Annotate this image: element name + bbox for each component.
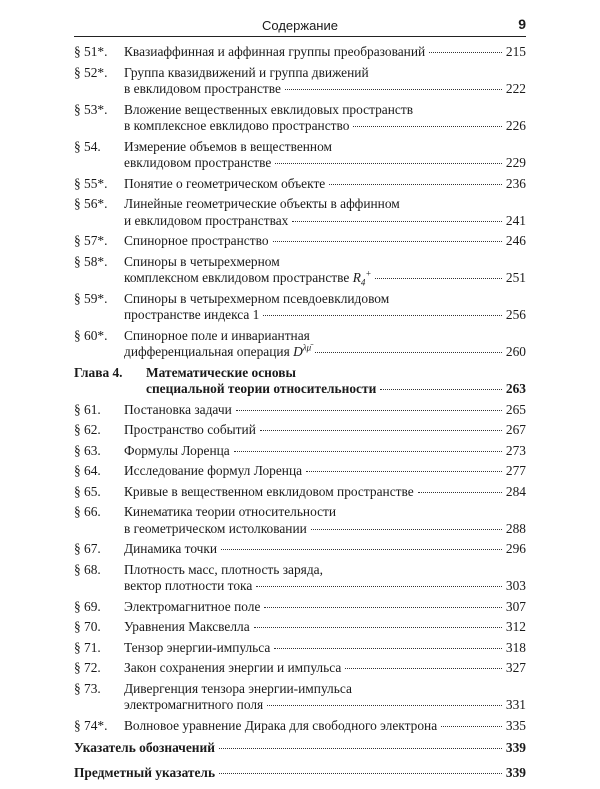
toc-entry — [74, 254, 526, 287]
back-matter-title: Предметный указатель — [74, 764, 216, 780]
dot-leader — [219, 773, 502, 774]
entry-body — [124, 102, 526, 135]
page-number: 9 — [518, 16, 526, 32]
entry-title-line: Кинематика теории относительности — [124, 504, 337, 519]
entry-last-line — [124, 521, 526, 538]
toc-entry — [74, 541, 526, 558]
page-ref: 256 — [505, 307, 526, 322]
dot-leader — [260, 430, 502, 431]
toc-entry — [74, 233, 526, 250]
back-matter-entry — [74, 740, 526, 757]
toc-entry — [74, 562, 526, 595]
dot-leader — [311, 529, 502, 530]
entry-last-line — [124, 599, 526, 616]
toc-entry — [74, 619, 526, 636]
entry-title-line: Пространство событий — [124, 422, 256, 437]
chapter-last-line — [146, 381, 526, 398]
dot-leader — [219, 748, 502, 749]
chapter-number: Глава 4. — [74, 364, 123, 380]
entry-title-line: электромагнитного поля — [124, 697, 264, 712]
dot-leader — [285, 89, 502, 90]
entry-text: дифференциальная операция — [124, 344, 290, 359]
page-ref: 288 — [505, 520, 526, 536]
dot-leader — [429, 52, 502, 53]
toc-entry — [74, 599, 526, 616]
entry-title-line: в геометрическом истолковании — [124, 520, 307, 536]
entry-title-line: Группа квазидвижений и группа движений — [124, 64, 369, 80]
page-ref: 277 — [505, 463, 526, 478]
dot-leader — [275, 163, 502, 164]
chapter-title-line: Математические основы — [146, 364, 296, 380]
entry-body — [124, 619, 526, 636]
page-ref: 265 — [505, 401, 526, 417]
dot-leader — [267, 705, 502, 706]
chapter-body — [146, 365, 526, 398]
section-number: § 60*. — [74, 327, 108, 343]
entry-title-line: в комплексное евклидово пространство — [124, 118, 350, 133]
dot-leader — [418, 492, 502, 493]
math-subscript: 4 — [360, 277, 366, 288]
entry-last-line — [124, 443, 526, 460]
entry-last-line — [124, 155, 526, 172]
page-ref: 327 — [505, 660, 526, 675]
entry-last-line — [124, 640, 526, 657]
toc-entry — [74, 102, 526, 135]
chapter-heading — [74, 365, 526, 398]
entry-body — [124, 254, 526, 287]
page-ref: 263 — [505, 381, 526, 396]
header-title: Содержание — [262, 18, 338, 33]
toc-entry — [74, 504, 526, 537]
toc-entry — [74, 291, 526, 324]
page-ref: 251 — [505, 270, 526, 285]
entry-body — [124, 196, 526, 229]
entry-last-line — [124, 578, 526, 595]
dot-leader — [292, 221, 502, 222]
section-number: § 66. — [74, 504, 101, 519]
page-ref: 303 — [505, 578, 526, 593]
entry-body — [124, 660, 526, 677]
entry-body — [124, 541, 526, 558]
entry-title-line: Измерение объемов в вещественном — [124, 138, 333, 154]
entry-title-line: Динамика точки — [124, 541, 218, 556]
math-superscript: λμ̄ — [302, 342, 312, 353]
page-ref: 296 — [505, 541, 526, 556]
entry-title-line: Исследование формул Лоренца — [124, 463, 303, 478]
chapter-title-line: специальной теории относительности — [146, 381, 377, 396]
section-number: § 62. — [74, 422, 101, 437]
entry-title-line — [124, 270, 371, 287]
back-matter-entry — [74, 765, 526, 782]
section-number: § 64. — [74, 463, 101, 478]
entry-body — [124, 463, 526, 480]
entry-title-line: Спинорное поле и инвариантная — [124, 327, 310, 343]
math-base: R — [352, 270, 361, 285]
dot-leader — [441, 726, 502, 727]
entry-body — [124, 681, 526, 714]
page-ref: 312 — [505, 619, 526, 634]
section-number: § 73. — [74, 680, 101, 696]
page-ref: 229 — [505, 155, 526, 170]
section-number: § 58*. — [74, 253, 108, 269]
entry-title-line: Вложение вещественных евклидовых пространств — [124, 101, 414, 117]
entry-title-line: вектор плотности тока — [124, 578, 253, 593]
toc-entry — [74, 660, 526, 677]
entry-title-line: в евклидовом пространстве — [124, 81, 281, 96]
page-ref: 273 — [505, 442, 526, 458]
section-number: § 69. — [74, 598, 101, 614]
section-number: § 57*. — [74, 233, 108, 248]
entry-body — [124, 599, 526, 616]
toc-entry — [74, 65, 526, 98]
page-ref: 241 — [505, 212, 526, 228]
page-ref: 267 — [505, 422, 526, 437]
entry-title-line: Плотность масс, плотность заряда, — [124, 561, 323, 577]
entry-body — [124, 233, 526, 250]
dot-leader — [274, 648, 502, 649]
entry-last-line — [124, 697, 526, 714]
entry-last-line — [124, 307, 526, 324]
dot-leader — [234, 451, 502, 452]
section-number: § 55*. — [74, 175, 108, 191]
page-ref: 331 — [505, 697, 526, 712]
section-number: § 72. — [74, 660, 101, 675]
toc-group-chapter4 — [74, 402, 526, 735]
entry-last-line — [124, 213, 526, 230]
entry-title-line: Спиноры в четырехмерном — [124, 253, 280, 269]
entry-last-line — [124, 81, 526, 98]
toc-entry — [74, 176, 526, 193]
section-number: § 51*. — [74, 44, 108, 59]
entry-title-line: Линейные геометрические объекты в аффинном — [124, 196, 400, 211]
page-ref: 246 — [505, 233, 526, 248]
page-ref: 260 — [505, 344, 526, 359]
page-ref: 335 — [505, 717, 526, 733]
entry-body — [124, 65, 526, 98]
dot-leader — [264, 607, 502, 608]
toc-entry — [74, 484, 526, 501]
entry-body — [124, 562, 526, 595]
entry-title-line: Квазиаффинная и аффинная группы преобразований — [124, 44, 426, 59]
page-ref: 215 — [505, 44, 526, 59]
entry-body — [124, 443, 526, 460]
section-number: § 70. — [74, 619, 101, 634]
toc-entry — [74, 196, 526, 229]
entry-last-line — [124, 402, 526, 419]
page-ref: 339 — [505, 740, 526, 755]
toc-entry — [74, 463, 526, 480]
table-of-contents — [74, 44, 526, 789]
entry-body — [124, 504, 526, 537]
dot-leader — [306, 471, 502, 472]
toc-entry — [74, 718, 526, 735]
entry-title-line: Спинорное пространство — [124, 233, 269, 248]
entry-title-line: пространстве индекса 1 — [124, 307, 260, 322]
math-symbol — [293, 344, 311, 359]
toc-entry — [74, 422, 526, 439]
toc-entry — [74, 44, 526, 61]
entry-title-line: Дивергенция тензора энергии-импульса — [124, 680, 352, 696]
section-number: § 68. — [74, 561, 101, 577]
math-superscript: + — [365, 268, 372, 279]
entry-last-line — [124, 176, 526, 193]
entry-body — [124, 402, 526, 419]
entry-body — [124, 176, 526, 193]
dot-leader — [221, 549, 502, 550]
toc-group-chapter3 — [74, 44, 526, 250]
toc-entry — [74, 139, 526, 172]
section-number: § 74*. — [74, 717, 108, 733]
entry-title-line: Понятие о геометрическом объекте — [124, 175, 326, 191]
toc-entry — [74, 328, 526, 361]
entry-body — [124, 139, 526, 172]
entry-last-line — [124, 619, 526, 636]
entry-body — [124, 484, 526, 501]
entry-last-line — [124, 463, 526, 480]
dot-leader — [380, 389, 502, 390]
toc-entry — [74, 443, 526, 460]
entry-body — [124, 291, 526, 324]
page-ref: 226 — [505, 118, 526, 133]
entry-title-line — [124, 344, 311, 361]
dot-leader — [263, 315, 502, 316]
entry-body — [124, 328, 526, 361]
page-ref: 339 — [505, 764, 526, 780]
entry-title-line: Постановка задачи — [124, 401, 232, 417]
page-ref: 307 — [505, 598, 526, 614]
entry-last-line — [124, 484, 526, 501]
entry-title-line: Тензор энергии-импульса — [124, 639, 271, 655]
dot-leader — [329, 184, 502, 185]
entry-last-line — [124, 718, 526, 735]
entry-last-line — [124, 270, 526, 287]
running-header — [74, 14, 526, 37]
math-symbol — [352, 268, 372, 288]
entry-title-line: Формулы Лоренца — [124, 442, 230, 458]
entry-body — [124, 718, 526, 735]
section-number: § 52*. — [74, 64, 108, 80]
dot-leader — [254, 627, 502, 628]
entry-body — [124, 640, 526, 657]
entry-title-line: Волновое уравнение Дирака для свободного электрона — [124, 717, 438, 733]
page-ref: 318 — [505, 639, 526, 655]
section-number: § 54. — [74, 138, 101, 154]
dot-leader — [236, 410, 502, 411]
dot-leader — [345, 668, 502, 669]
entry-last-line — [124, 44, 526, 61]
back-matter-title: Указатель обозначений — [74, 740, 215, 755]
entry-title-line: Электромагнитное поле — [124, 598, 261, 614]
entry-body — [124, 44, 526, 61]
section-number: § 61. — [74, 401, 101, 417]
section-number: § 53*. — [74, 101, 108, 117]
entry-title-line: и евклидовом пространствах — [124, 212, 289, 228]
section-number: § 56*. — [74, 196, 108, 211]
section-number: § 59*. — [74, 290, 108, 306]
toc-entry — [74, 681, 526, 714]
toc-entry — [74, 402, 526, 419]
dot-leader — [273, 241, 502, 242]
page-ref: 236 — [505, 175, 526, 191]
entry-body — [124, 422, 526, 439]
page-ref: 222 — [505, 81, 526, 96]
section-number: § 63. — [74, 442, 101, 458]
back-matter — [74, 740, 526, 781]
entry-last-line — [124, 541, 526, 558]
entry-title-line: евклидовом пространстве — [124, 155, 272, 170]
math-base: D — [293, 344, 303, 359]
entry-last-line — [124, 660, 526, 677]
page-ref: 284 — [505, 483, 526, 499]
section-number: § 71. — [74, 639, 101, 655]
entry-title-line: Кривые в вещественном евклидовом пространстве — [124, 483, 414, 499]
entry-title-line: Спиноры в четырехмерном псевдоевклидовом — [124, 290, 390, 306]
entry-text: комплексном евклидовом пространстве — [124, 270, 350, 285]
dot-leader — [315, 352, 502, 353]
dot-leader — [353, 126, 501, 127]
dot-leader — [375, 278, 501, 279]
entry-title-line: Уравнения Максвелла — [124, 619, 250, 634]
dot-leader — [256, 586, 502, 587]
section-number: § 67. — [74, 541, 101, 556]
toc-entry — [74, 640, 526, 657]
entry-title-line: Закон сохранения энергии и импульса — [124, 660, 342, 675]
entry-last-line — [124, 344, 526, 361]
section-number: § 65. — [74, 483, 101, 499]
entry-last-line — [124, 422, 526, 439]
entry-last-line — [124, 233, 526, 250]
entry-last-line — [124, 118, 526, 135]
